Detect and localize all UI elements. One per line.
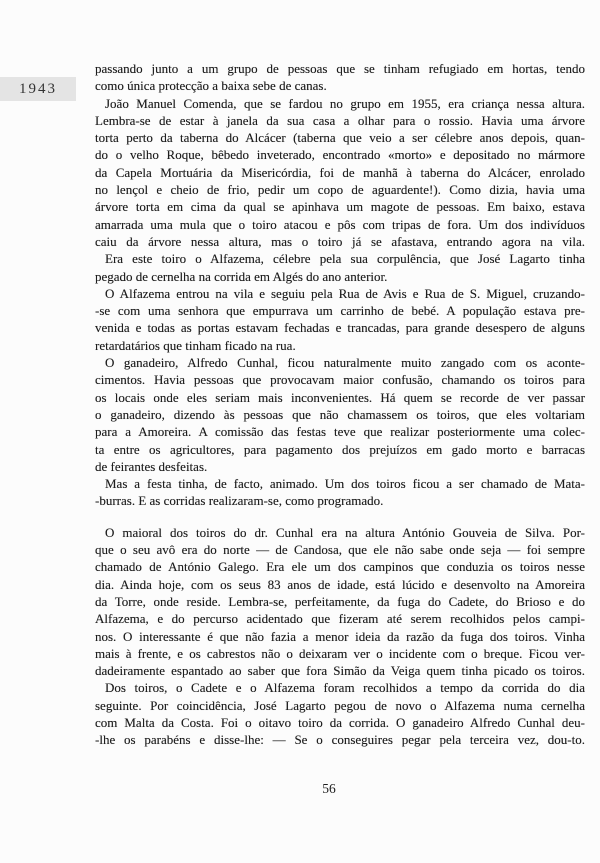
text-line: mais à frente, e os cabrestos não o deixaram ver o incidente com o breque. Ficou ver- [95, 645, 585, 661]
paragraph [95, 354, 585, 475]
text-line: com Malta da Costa. Foi o oitavo toiro da corrida. O ganadeiro Alfredo Cunhal deu- [95, 714, 585, 730]
text-line: seguinte. Por coincidência, José Lagarto pegou de novo o Alfazema numa cernelha [95, 697, 585, 713]
text-line: Mas a festa tinha, de facto, animado. Um dos toiros ficou a ser chamado de Mata- [105, 476, 585, 492]
paragraph [95, 285, 585, 354]
text-line: caiu da árvore nessa altura, mas o toiro já se afastava, entrando agora na vila. [95, 233, 585, 249]
text-line: torta perto da taberna do Alcácer (taberna que veio a ser célebre anos depois, quan- [95, 130, 585, 146]
text-line: de feirantes desfeitas. [95, 458, 208, 474]
text-line: dia. Ainda hoje, com os seus 83 anos de idade, está lúcido e desenvolto na Amoreira [95, 576, 585, 592]
paragraph [95, 95, 585, 251]
text-line: passando junto a um grupo de pessoas que se tinham refugiado em hortas, tendo [95, 61, 585, 76]
text-line: O maioral dos toiros do dr. Cunhal era na altura António Gouveia de Silva. Por- [105, 524, 585, 540]
text-line: cimentos. Havia pessoas que provocavam maior confusão, chamando os toiros para [95, 372, 585, 388]
text-line: que o seu avô era do norte — de Candosa, que ele não sabe onde seja — foi sempre [95, 542, 585, 558]
page-number: 56 [322, 781, 336, 796]
text-line: pegado de cernelha na corrida em Algés do ano anterior. [95, 268, 388, 284]
text-line: -lhe os parabéns e disse-lhe: — Se o conseguires pegar pela terceira vez, dou-to. [95, 732, 585, 748]
text-line: -burras. E as corridas realizaram-se, como programado. [95, 493, 384, 509]
text-line: Alfazema, e do percurso acidentado que fizeram até serem recolhidos pelos campi- [95, 611, 585, 627]
text-line: chamado de António Galego. Era ele um dos campinos que conduzia os toiros nesse [95, 559, 585, 575]
text-line: da Capela Mortuária da Misericórdia, foi de manhã à taberna do Alcácer, enrolado [95, 164, 585, 180]
text-line: para a Amoreira. A comissão das festas teve que realizar posteriormente uma colec- [95, 424, 585, 440]
text-line: como única protecção a baixa sebe de canas. [95, 78, 327, 94]
year-label: 1943 [19, 80, 57, 97]
text-line: nos. O interessante é que não fazia a menor ideia da razão da fuga dos toiros. Vinha [95, 628, 585, 644]
paragraph [95, 524, 585, 680]
text-line: ta entre os agricultores, para pagamento dos prejuízos em gado morto e barracas [95, 441, 585, 457]
text-line: -se com uma senhora que empurrava um carrinho de bebé. A população estava pre- [95, 303, 585, 319]
text-line: O ganadeiro, Alfredo Cunhal, ficou naturalmente muito zangado com os aconte- [105, 355, 585, 371]
text-line: amarrada uma mula que o toiro atacou e pôs com tripas de fora. Um dos indivíduos [95, 216, 585, 232]
body-text [95, 60, 585, 749]
text-line: Era este toiro o Alfazema, célebre pela sua corpulência, que José Lagarto tinha [105, 251, 585, 267]
paragraph [95, 60, 585, 95]
text-line: os locais onde eles seriam mais inconvenientes. Há quem se recorde de ver passar [95, 389, 585, 405]
text-line: Dos toiros, o Cadete e o Alfazema foram recolhidos a tempo da corrida do dia [105, 680, 585, 696]
text-line: o ganadeiro, dizendo às pessoas que não chamassem os toiros, que eles voltariam [95, 406, 585, 422]
paragraph [95, 250, 585, 285]
year-marker [0, 77, 76, 101]
paragraph [95, 475, 585, 510]
text-line: João Manuel Comenda, que se fardou no grupo em 1955, era criança nessa altura. [105, 95, 585, 111]
text-line: da Torre, onde reside. Lembra-se, perfeitamente, da fuga do Cadete, do Brioso e do [95, 593, 585, 609]
paragraph [95, 679, 585, 748]
text-line: Lembra-se de estar à janela da sua casa a olhar para o rossio. Havia uma árvore [95, 112, 585, 128]
text-line: árvore torta em cima da qual se apinhava um magote de pessoas. Em baixo, estava [95, 199, 585, 215]
text-line: O Alfazema entrou na vila e seguiu pela Rua de Avis e Rua de S. Miguel, cruzando- [105, 285, 585, 301]
text-line: dadeiramente espantado ao saber que fora Simão da Veiga quem tinha picado os toiros. [95, 663, 585, 679]
text-line: do o velho Roque, bêbedo inveterado, encontrado «morto» e depositado no mármore [95, 147, 585, 163]
text-line: retardatários que tinham ficado na rua. [95, 337, 296, 353]
text-line: no lençol e cheio de frio, pedir um copo de aguardente!). Como dizia, havia uma [95, 182, 585, 198]
text-line: venida e todas as portas estavam fechadas e trancadas, para grande desespero de alguns [95, 320, 585, 336]
